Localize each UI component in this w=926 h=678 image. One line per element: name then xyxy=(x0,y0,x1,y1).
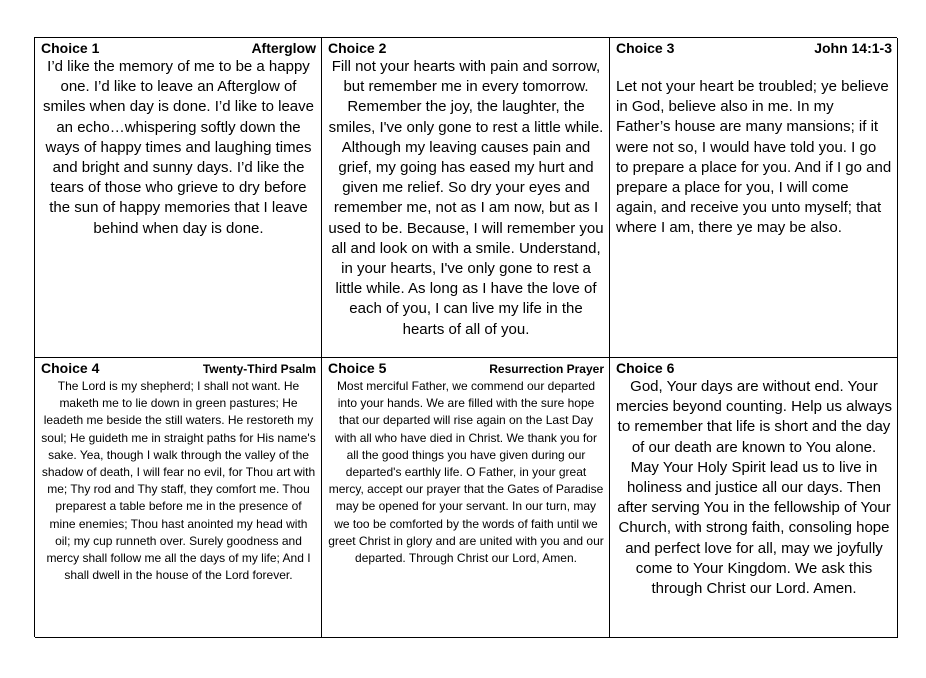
choice-3-spacer xyxy=(616,57,892,77)
choice-4-title: Twenty-Third Psalm xyxy=(202,362,316,376)
choice-4-header xyxy=(41,359,316,378)
choice-1-title: Afterglow xyxy=(251,40,316,56)
choice-5-title: Resurrection Prayer xyxy=(489,362,604,376)
choice-5-cell xyxy=(322,358,610,638)
choice-3-cell xyxy=(610,38,898,358)
choice-6-text: God, Your days are without end. Your mercies beyond counting. Help us always to remember that life is short and the day of our death are known to You alone. May Your Holy Spirit lead us to live in holiness and justice all our days. Then after serving You in the fellowship of Your Church, with strong faith, consoling hope and perfect love for all, may we joyfully come to Your Kingdom. We ask this through Christ our Lord. Amen. xyxy=(616,378,892,598)
choice-1-header xyxy=(41,39,316,57)
choice-3-title: John 14:1-3 xyxy=(814,40,892,56)
choice-4-label: Choice 4 xyxy=(41,360,100,376)
choices-table xyxy=(34,37,897,637)
choice-2-cell xyxy=(322,38,610,358)
choice-1-label: Choice 1 xyxy=(41,40,100,56)
choice-2-label: Choice 2 xyxy=(328,40,387,56)
choice-2-text: Fill not your hearts with pain and sorrow, but remember me in every tomorrow. Remember the joy, the laughter, the smiles, I've only gone to rest a little while. Although my leaving causes pain and grief, my going has eased my hurt and given me relief. So dry your eyes and remember me, not as I am now, but as I used to be. Because, I will remember you all and look on with a smile. Understand, in your hearts, I've only gone to rest a little while. As long as I have the love of each of you, I can live my life in the hearts of all of you. xyxy=(328,58,604,338)
choice-4-text: The Lord is my shepherd; I shall not want. He maketh me to lie down in green pastures; He leadeth me beside the still waters. He restoreth my soul; He guideth me in straight paths for His name's sake. Yea, though I walk through the valley of the shadow of death, I will fear no evil, for Thou art with me; Thy rod and Thy staff, they comfort me. Thou preparest a table before me in the presence of mine enemies; Thou hast anointed my head with oil; my cup runneth over. Surely goodness and mercy shall follow me all the days of my life; And I shall dwell in the house of the Lord forever. xyxy=(41,379,316,583)
choice-5-text: Most merciful Father, we commend our departed into your hands. We are filled with the sure hope that our departed will rise again on the Last Day with all who have died in Christ. We thank you for all the good things you have given during our departed's earthly life. O Father, in your great mercy, accept our prayer that the Gates of Paradise may be opened for your servant. In our turn, may we too be comforted by the words of faith until we greet Christ in glory and are united with you and our departed. Through Christ our Lord, Amen. xyxy=(328,379,604,566)
choice-5-header xyxy=(328,359,604,378)
choice-3-text: Let not your heart be troubled; ye believe in God, believe also in me. In my Father’s house are many mansions; if it were not so, I would have told you. I go to prepare a place for you. And if I go and prepare a place for you, I will come again, and receive you unto myself; that where I am, there ye may be also. xyxy=(616,78,892,237)
choice-3-header xyxy=(616,39,892,57)
choice-6-label: Choice 6 xyxy=(616,360,675,376)
choice-3-label: Choice 3 xyxy=(616,40,675,56)
choice-1-cell xyxy=(35,38,322,358)
choice-5-label: Choice 5 xyxy=(328,360,387,376)
choice-1-text: I’d like the memory of me to be a happy one. I’d like to leave an Afterglow of smiles when day is done. I’d like to leave an echo…whispering softly down the ways of happy times and laughing times and bright and sunny days. I’d like the tears of those who grieve to dry before the sun of happy memories that I leave behind when day is done. xyxy=(43,58,314,237)
choice-6-cell xyxy=(610,358,898,638)
choice-4-cell xyxy=(35,358,322,638)
choice-2-header xyxy=(328,39,604,57)
choice-6-header xyxy=(616,359,892,377)
